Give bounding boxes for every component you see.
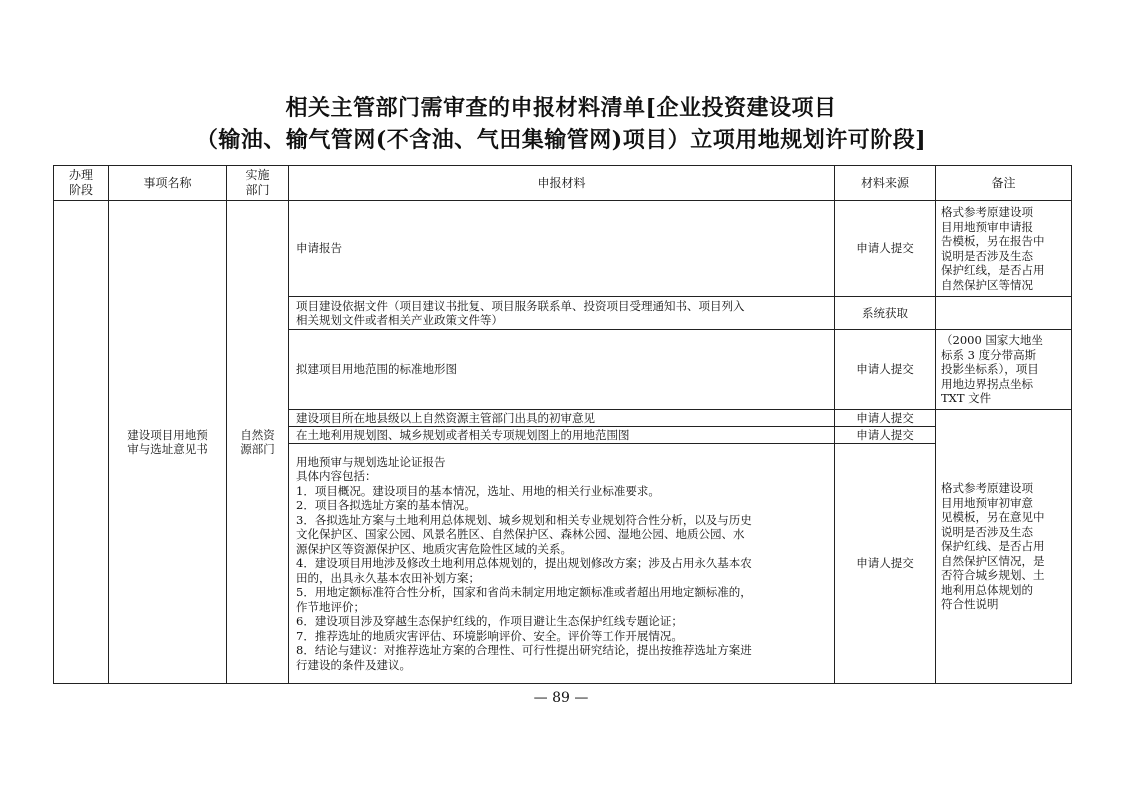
table-row (54, 201, 1072, 297)
note-cell: （2000 国家大地坐 标系 3 度分带高斯 投影坐标系），项目 用地边界拐点坐标 TXT 文件 (936, 330, 1072, 410)
note-cell: 格式参考原建设项 目用地预审申请报 告模板，另在报告中 说明是否涉及生态 保护红线，是否占用 自然保护区等情况 (936, 201, 1072, 297)
source-cell: 申请人提交 (835, 330, 936, 410)
page-number: — 89 — (533, 690, 589, 706)
materials-table (53, 165, 1072, 684)
stage-cell (54, 201, 109, 684)
material-cell: 项目建设依据文件（项目建议书批复、项目服务联系单、投资项目受理通知书、项目列入 相关规划文件或者相关产业政策文件等） (289, 297, 835, 330)
source-cell: 申请人提交 (835, 201, 936, 297)
header-note: 备注 (936, 166, 1072, 201)
material-cell: 用地预审与规划选址论证报告 具体内容包括： 1．项目概况。建设项目的基本情况，选址、用地的相关行业标准要求。 2．项目各拟选址方案的基本情况。 3．各拟选址方案与土地利用总体规划、城乡规划和相关专业规划符合性分析，以及与历史 文化保护区、国家公园、风景名胜区、自然保护区、森林公园、湿地公园、地质公园、水 源保护区等资源保护区、地质灾害危险性区域的关系。 4．建设项目用地涉及修改土地利用总体规划的，提出规划修改方案；涉及占用永久基本农 田的，出具永久基本农田补划方案； 5．用地定额标准符合性分析，国家和省尚未制定用地定额标准或者超出用地定额标准的， 作节地评价； 6．建设项目涉及穿越生态保护红线的，作项目避让生态保护红线专题论证； 7．推荐选址的地质灾害评估、环境影响评价、安全。评价等工作开展情况。 8．结论与建议：对推荐选址方案的合理性、可行性提出研究结论，提出按推荐选址方案进 行建设的条件及建议。 (289, 444, 835, 684)
header-source: 材料来源 (835, 166, 936, 201)
material-cell: 在土地利用规划图、城乡规划或者相关专项规划图上的用地范围图 (289, 427, 835, 444)
header-stage: 办理 阶段 (54, 166, 109, 201)
note-cell: 格式参考原建设项 目用地预审初审意 见模板，另在意见中 说明是否涉及生态 保护红线、是否占用 自然保护区情况，是 否符合城乡规划、土 地利用总体规划的 符合性说明 (936, 410, 1072, 684)
item-name-cell: 建设项目用地预 审与选址意见书 (109, 201, 227, 684)
material-cell: 建设项目所在地县级以上自然资源主管部门出具的初审意见 (289, 410, 835, 427)
header-department: 实施 部门 (227, 166, 289, 201)
source-cell: 申请人提交 (835, 427, 936, 444)
document-title-line2: （输油、输气管网(不含油、气田集输管网)项目）立项用地规划许可阶段] (195, 127, 927, 153)
document-title-line1: 相关主管部门需审查的申报材料清单[企业投资建设项目 (285, 95, 837, 121)
material-cell: 申请报告 (289, 201, 835, 297)
material-cell: 拟建项目用地范围的标准地形图 (289, 330, 835, 410)
header-material: 申报材料 (289, 166, 835, 201)
table-header-row (54, 166, 1072, 201)
source-cell: 系统获取 (835, 297, 936, 330)
source-cell: 申请人提交 (835, 410, 936, 427)
department-cell: 自然资 源部门 (227, 201, 289, 684)
header-item-name: 事项名称 (109, 166, 227, 201)
note-cell (936, 297, 1072, 330)
source-cell: 申请人提交 (835, 444, 936, 684)
